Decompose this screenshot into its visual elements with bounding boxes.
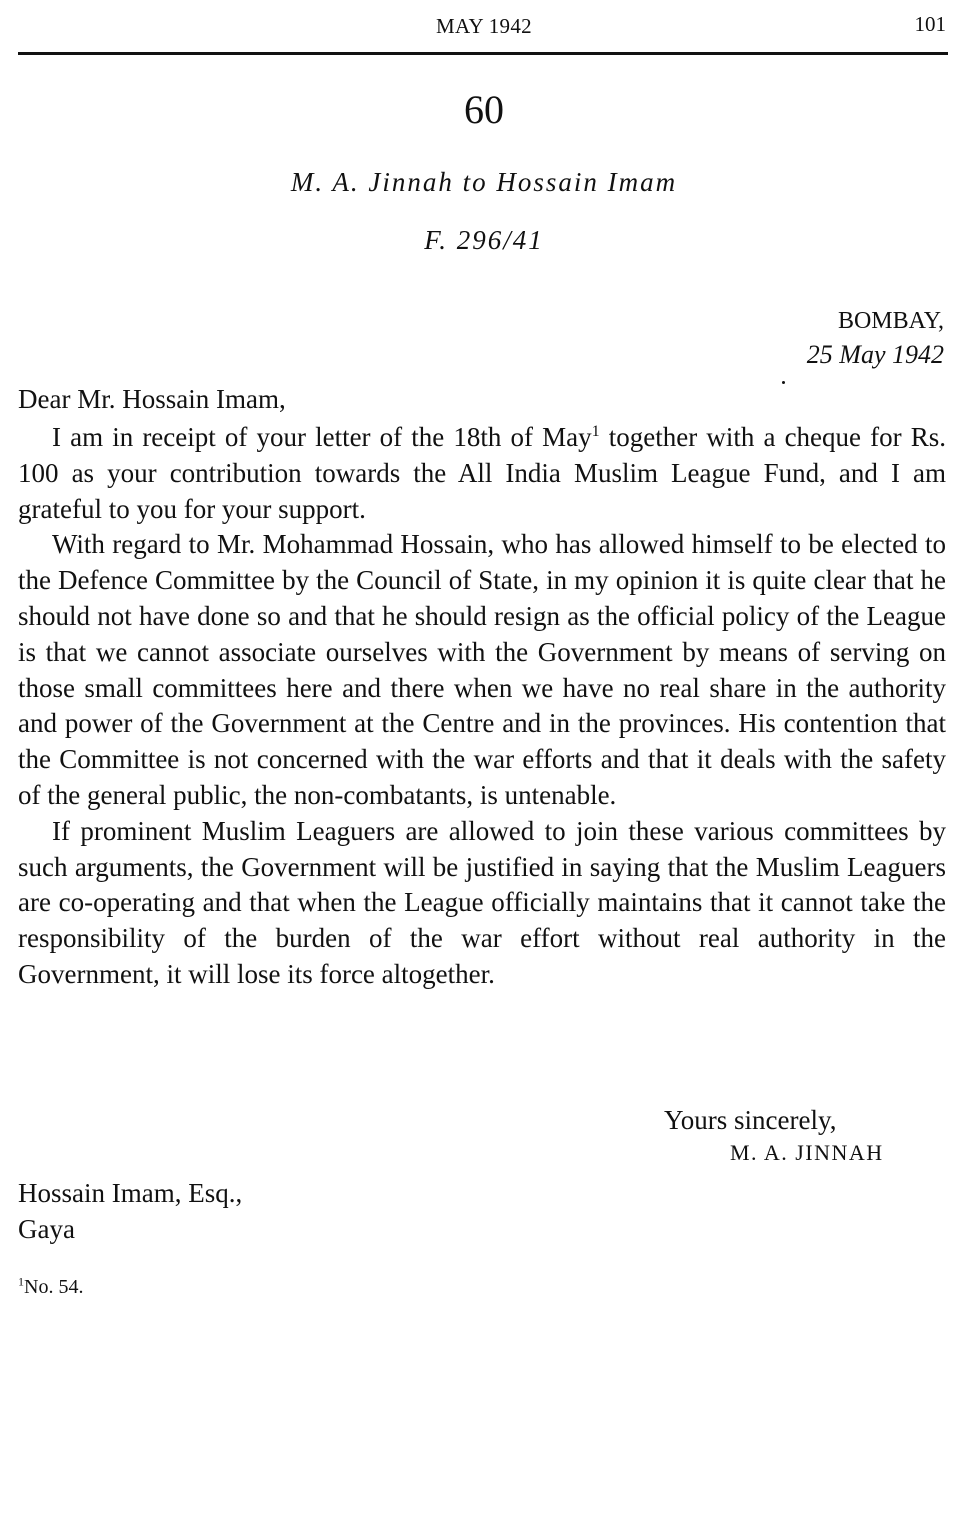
running-title: MAY 1942 [436,14,532,38]
letter-place: BOMBAY, [837,308,944,334]
page-number: 101 [914,12,946,36]
addressee-block [18,1175,242,1247]
footnote-number: 1 [18,1274,24,1289]
document-number: 60 [464,87,504,132]
paragraph-1-text-b: together with a cheque for Rs. 100 as your contribution towards the All India Muslim League Fund, and I am grateful to you for your support. [18,422,946,524]
addressee-place: Gaya [18,1214,75,1244]
footnote [18,1276,83,1299]
footnote-text: No. 54. [24,1276,84,1298]
letter-date: 25 May 1942 [806,340,944,369]
addressee-name: Hossain Imam, Esq., [18,1178,243,1208]
header-rule [18,52,948,55]
salutation: Dear Mr. Hossain Imam, [18,384,286,414]
paragraph-1-text-a: I am in receipt of your letter of the 18th of May [52,422,592,452]
document-reference: F. 296/41 [424,225,544,255]
footnote-marker: 1 [591,422,600,440]
paragraph-2: With regard to Mr. Mohammad Hossain, who has allowed himself to be elected to the Defence Committee by the Council of State, in my opinion it is quite clear that he should not have done so and that he should resign as the official policy of the League is that we cannot associate ourselves with the Government by means of serving on those small committees here and there when we have no real share in the authority and power of the Government at the Centre and in the provinces. His contention that the Committee is not concerned with the war efforts and that it deals with the safety of the general public, the non-combatants, is untenable. [18,529,946,810]
paragraph-1 [18,420,946,527]
paragraph-3: If prominent Muslim Leaguers are allowed to join these various committees by such arguments, the Government will be justified in saying that the Muslim Leaguers are co-operating and that when the League officially maintains that it cannot take the responsibility of the burden of the war effort without real authority in the Government, it will lose its force altogether. [18,815,946,989]
letter-body [18,420,946,993]
document-heading: M. A. Jinnah to Hossain Imam [290,167,678,197]
signature: M. A. JINNAH [730,1140,884,1165]
running-head [0,12,968,42]
closing: Yours sincerely, [664,1105,837,1135]
print-speck [782,381,785,384]
